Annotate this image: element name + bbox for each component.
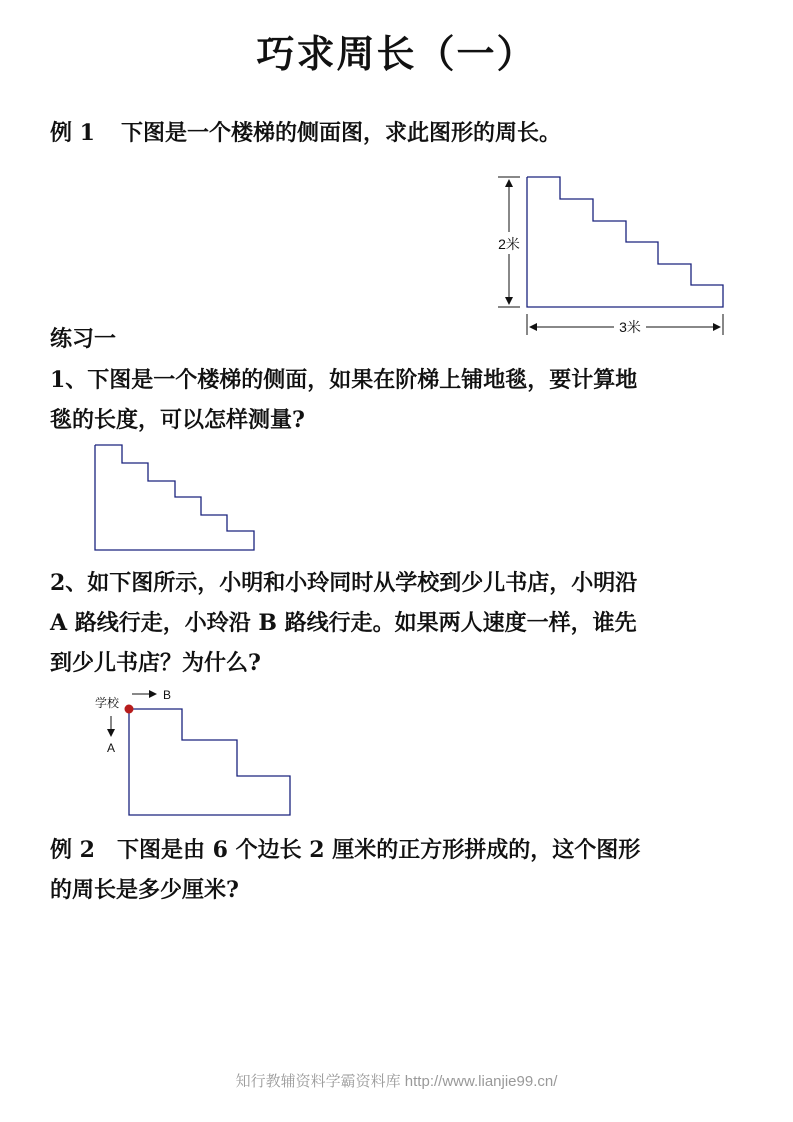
q1-line1: 1、下图是一个楼梯的侧面，如果在阶梯上铺地毯，要计算地 bbox=[50, 367, 638, 393]
page-title: 巧求周长（一） bbox=[256, 31, 537, 76]
q2-line1: 2、如下图所示，小明和小玲同时从学校到少儿书店，小明沿 bbox=[50, 570, 638, 596]
height-label: 2米 bbox=[498, 236, 520, 252]
practice-heading: 练习一 bbox=[50, 326, 117, 352]
q2-line2: A 路线行走，小玲沿 B 路线行走。如果两人速度一样，谁先 bbox=[50, 610, 637, 636]
route-outline bbox=[129, 709, 290, 815]
width-label: 3米 bbox=[619, 319, 641, 335]
example2-line1: 例 2 下图是由 6 个边长 2 厘米的正方形拼成的，这个图形 bbox=[50, 837, 641, 863]
school-label: 学校 bbox=[95, 696, 120, 710]
route-b-label: B bbox=[163, 688, 172, 702]
route-figure bbox=[90, 686, 300, 821]
school-dot bbox=[125, 705, 134, 714]
staircase-figure-2 bbox=[90, 440, 260, 555]
q1-line2: 毯的长度，可以怎样测量? bbox=[50, 407, 305, 433]
staircase-outline bbox=[527, 177, 723, 307]
staircase-figure-1 bbox=[490, 170, 735, 345]
footer-watermark: 知行教辅资料学霸资料库 http://www.lianjie99.cn/ bbox=[235, 1073, 558, 1090]
example1-text: 下图是一个楼梯的侧面图，求此图形的周长。 bbox=[120, 120, 561, 146]
example1-question bbox=[50, 118, 750, 148]
example1-label: 例 1 bbox=[50, 120, 95, 146]
route-a-label: A bbox=[107, 741, 116, 755]
example2-line2: 的周长是多少厘米? bbox=[50, 877, 239, 903]
staircase-outline bbox=[95, 445, 254, 550]
q2-line3: 到少儿书店？为什么? bbox=[50, 650, 261, 676]
